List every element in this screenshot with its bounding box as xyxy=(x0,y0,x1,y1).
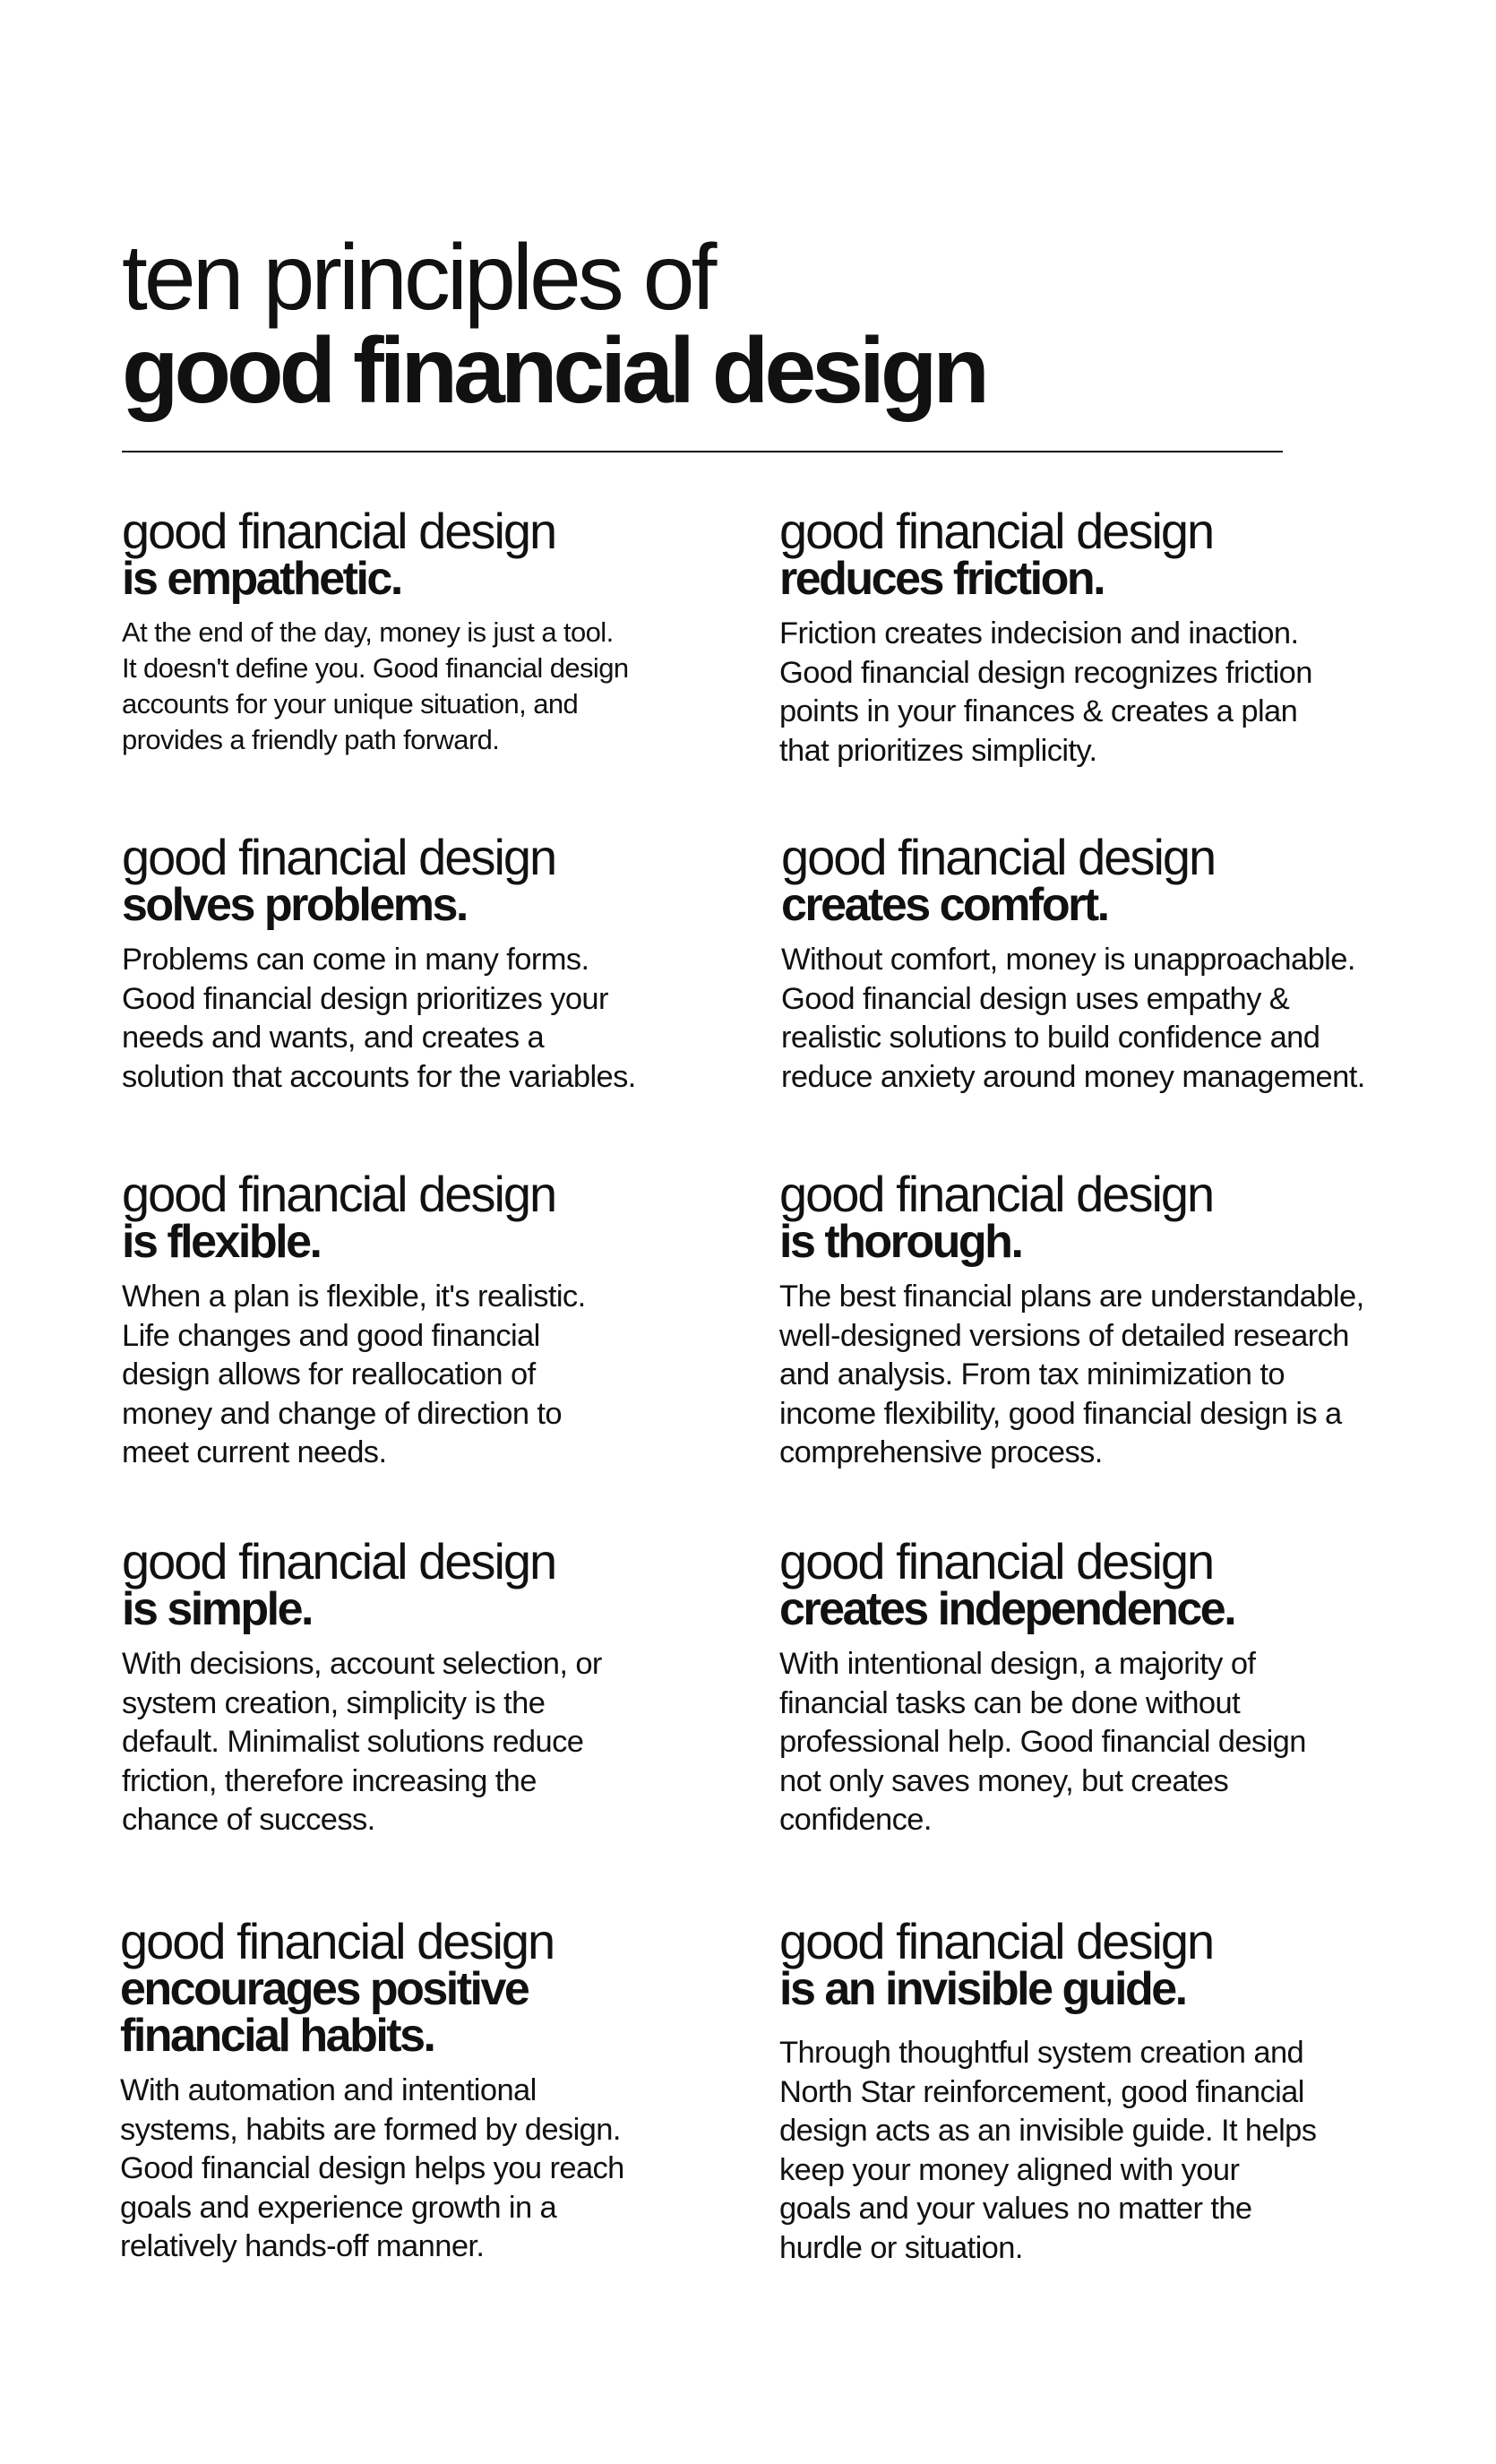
principle-headline: solves problems. xyxy=(122,879,467,931)
principle-body: The best financial plans are understandable, well-designed versions of detailed research and analysis. From tax minimization to income flexibility, good financial design is a comprehensive process. xyxy=(779,1279,1364,1469)
principle-thorough xyxy=(779,1166,1460,1473)
principle-kicker: good financial design xyxy=(122,1166,556,1222)
principle-body: With automation and intentional systems, habits are formed by design. Good financial design helps you reach goals and experience growth in a relatively hands-off manner. xyxy=(120,2073,624,2263)
principle-body: Friction creates indecision and inaction. Good financial design recognizes friction points in your finances & creates a plan that prioritizes simplicity. xyxy=(779,616,1312,768)
principle-body: Through thoughtful system creation and North Star reinforcement, good financial design acts as an invisible guide. It helps keep your money aligned with your goals and your values no matter the hurdle or situation. xyxy=(779,2036,1317,2265)
principle-kicker: good financial design xyxy=(779,1533,1214,1590)
principle-body: With intentional design, a majority of financial tasks can be done without professional help. Good financial design not only saves money, but creates confidence. xyxy=(779,1647,1306,1837)
principle-kicker: good financial design xyxy=(120,1913,555,1969)
principle-empathetic xyxy=(122,503,749,758)
principle-headline: creates comfort. xyxy=(781,879,1108,931)
principle-body: When a plan is flexible, it's realistic. Life changes and good financial design allows for reallocation of money and change of direction to meet current needs. xyxy=(122,1279,586,1469)
principle-body: With decisions, account selection, or system creation, simplicity is the default. Minimalist solutions reduce friction, therefore increasing the chance of success. xyxy=(122,1647,602,1837)
principle-headline: creates independence. xyxy=(779,1583,1235,1635)
principle-headline: encourages positive financial habits. xyxy=(120,1963,529,2062)
principle-flexible xyxy=(122,1166,749,1473)
principle-headline: is empathetic. xyxy=(122,553,401,605)
principle-body: At the end of the day, money is just a tool. It doesn't define you. Good financial design accounts for your unique situation, and provides a friendly path forward. xyxy=(122,616,629,755)
principle-creates-independence xyxy=(779,1533,1406,1840)
principle-invisible-guide xyxy=(779,1913,1406,2268)
principle-kicker: good financial design xyxy=(122,1533,556,1590)
principle-body: Without comfort, money is unapproachable. Good financial design uses empathy & realistic solutions to build confidence and reduce anxiety around money management. xyxy=(781,943,1365,1094)
principle-kicker: good financial design xyxy=(122,503,556,559)
principle-headline: is an invisible guide. xyxy=(779,1963,1186,2015)
principle-solves-problems xyxy=(122,829,749,1097)
principle-reduces-friction xyxy=(779,503,1406,771)
principle-headline: is simple. xyxy=(122,1583,312,1635)
principle-kicker: good financial design xyxy=(779,1166,1214,1222)
principle-kicker: good financial design xyxy=(779,1913,1214,1969)
principle-headline: reduces friction. xyxy=(779,553,1105,605)
title-line-regular: ten principles of xyxy=(122,226,714,330)
principle-headline: is flexible. xyxy=(122,1216,321,1268)
principle-positive-habits xyxy=(120,1913,747,2267)
principle-headline: is thorough. xyxy=(779,1216,1022,1268)
principle-kicker: good financial design xyxy=(779,503,1214,559)
principle-kicker: good financial design xyxy=(122,829,556,885)
principle-body: Problems can come in many forms. Good financial design prioritizes your needs and wants, and creates a solution that accounts for the variables. xyxy=(122,943,636,1094)
principle-simple xyxy=(122,1533,749,1840)
principle-creates-comfort xyxy=(781,829,1462,1097)
title-divider xyxy=(122,451,1283,452)
title-line-bold: good financial design xyxy=(122,319,985,423)
principle-kicker: good financial design xyxy=(781,829,1216,885)
page-title xyxy=(122,226,985,423)
